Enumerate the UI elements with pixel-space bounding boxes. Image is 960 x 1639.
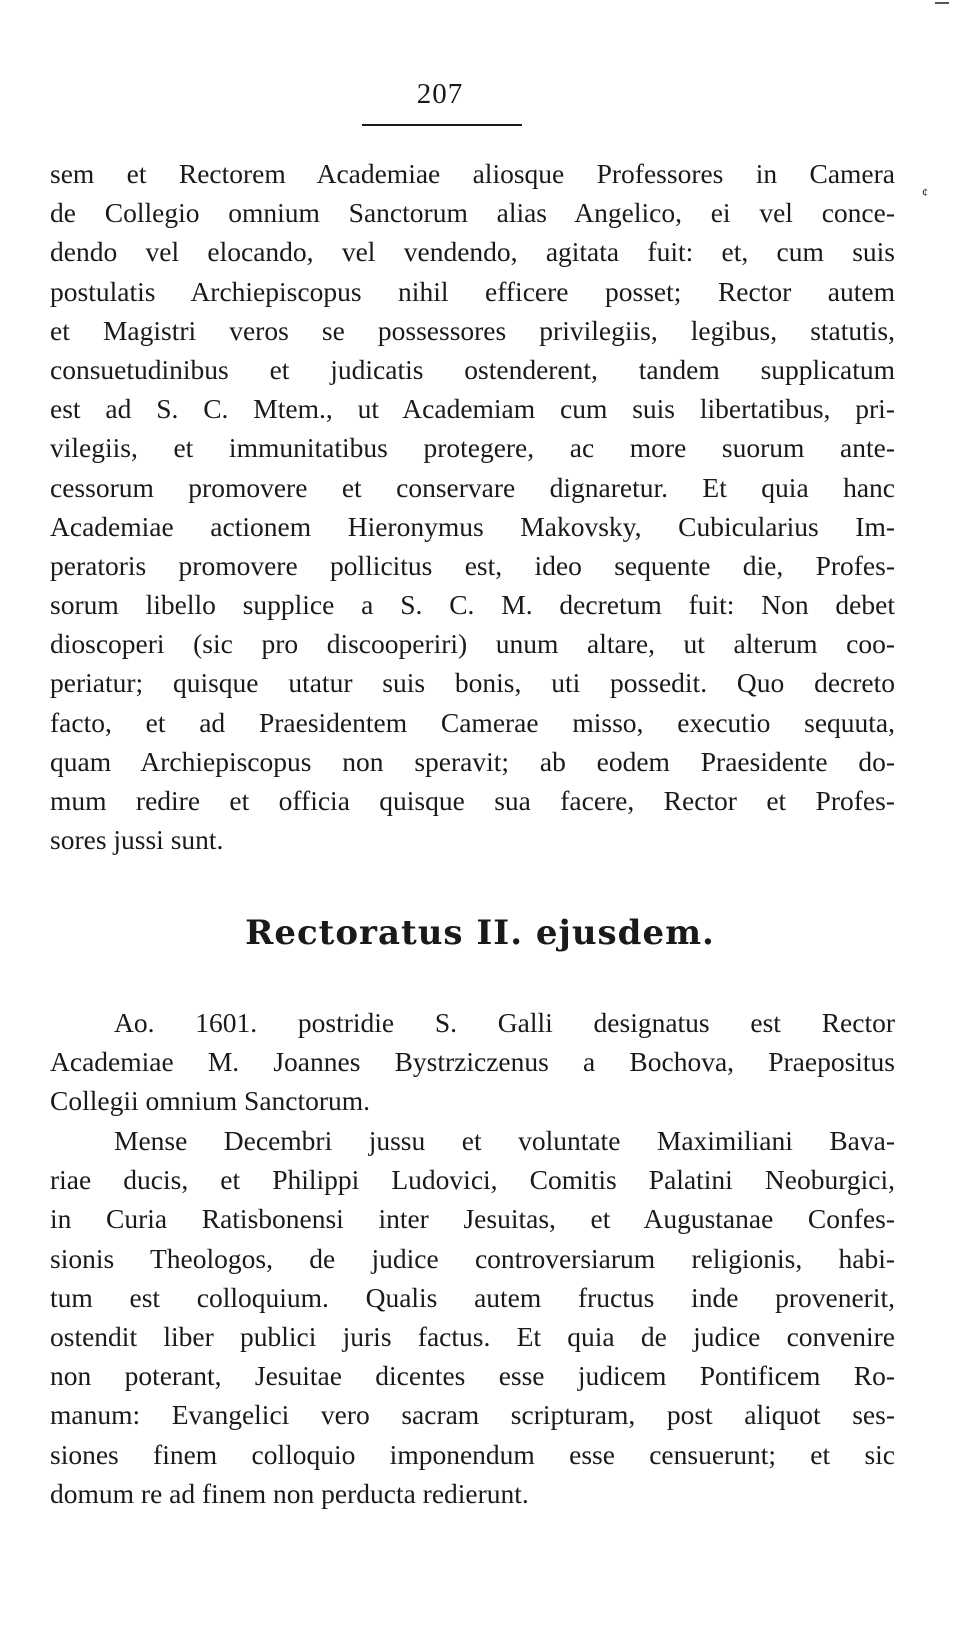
text-line: Collegii omnium Sanctorum. <box>50 1085 371 1117</box>
text-line: non poterant, Jesuitae dicentes esse judicem Pontificem Ro- <box>50 1360 895 1392</box>
text-line: sem et Rectorem Academiae aliosque Professores in Camera <box>50 158 895 189</box>
text-line: Mense Decembri jussu et voluntate Maximiliani Bava- <box>114 1125 895 1156</box>
text-line: periatur; quisque utatur suis bonis, uti possedit. Quo decreto <box>50 667 895 699</box>
text-line: dioscoperi (sic pro discooperiri) unum altare, ut alterum coo- <box>50 628 895 660</box>
text-line: Ao. 1601. postridie S. Galli designatus est Rector <box>114 1007 895 1038</box>
text-line: siones finem colloquio imponendum esse censuerunt; et sic <box>50 1438 895 1470</box>
text-line: sionis Theologos, de judice controversiarum religionis, habi- <box>50 1242 895 1274</box>
text-line: de Collegio omnium Sanctorum alias Angelico, ei vel conce- <box>50 197 895 229</box>
text-line: domum re ad finem non perducta redierunt. <box>50 1477 529 1509</box>
page-number: 207 <box>416 78 464 110</box>
text-line: dendo vel elocando, vel vendendo, agitata fuit: et, cum suis <box>50 236 895 268</box>
text-line: sorum libello supplice a S. C. M. decretum fuit: Non debet <box>50 589 895 621</box>
paragraph-colloquium <box>50 1121 895 1513</box>
text-line: peratoris promovere pollicitus est, ideo sequente die, Profes- <box>50 549 895 581</box>
text-line: manum: Evangelici vero sacram scripturam, post aliquot ses- <box>50 1399 895 1431</box>
text-line: postulatis Archiepiscopus nihil efficere posset; Rector autem <box>50 275 895 307</box>
margin-mark: ¢ <box>922 185 928 199</box>
text-line: consuetudinibus et judicatis ostenderent, tandem supplicatum <box>50 353 895 385</box>
edge-mark <box>935 2 949 4</box>
text-line: mum redire et officia quisque sua facere, Rector et Profes- <box>50 785 895 816</box>
section-heading: Rectoratus II. ejusdem. <box>245 913 715 953</box>
paragraph-continuation <box>50 154 895 859</box>
text-line: sores jussi sunt. <box>50 824 224 856</box>
text-line: cessorum promovere et conservare dignaretur. Et quia hanc <box>50 471 895 503</box>
text-line: riae ducis, et Philippi Ludovici, Comitis Palatini Neoburgici, <box>50 1164 895 1196</box>
text-line: et Magistri veros se possessores privilegiis, legibus, statutis, <box>50 314 895 346</box>
text-line: in Curia Ratisbonensi inter Jesuitas, et Augustanae Confes- <box>50 1203 895 1235</box>
text-line: ostendit liber publici juris factus. Et quia de judice convenire <box>50 1320 895 1352</box>
text-line: tum est colloquium. Qualis autem fructus inde provenerit, <box>50 1281 895 1313</box>
text-line: Academiae M. Joannes Bystrziczenus a Bochova, Praepositus <box>50 1046 895 1078</box>
text-line: est ad S. C. Mtem., ut Academiam cum suis libertatibus, pri- <box>50 393 895 425</box>
page-number-rule <box>362 124 522 126</box>
text-line: quam Archiepiscopus non speravit; ab eodem Praesidente do- <box>50 745 895 777</box>
text-line: facto, et ad Praesidentem Camerae misso, executio sequuta, <box>50 706 895 738</box>
text-line: vilegiis, et immunitatibus protegere, ac more suorum ante- <box>50 432 895 464</box>
text-line: Academiae actionem Hieronymus Makovsky, Cubicularius Im- <box>50 510 895 542</box>
paragraph-rector <box>50 1003 895 1121</box>
